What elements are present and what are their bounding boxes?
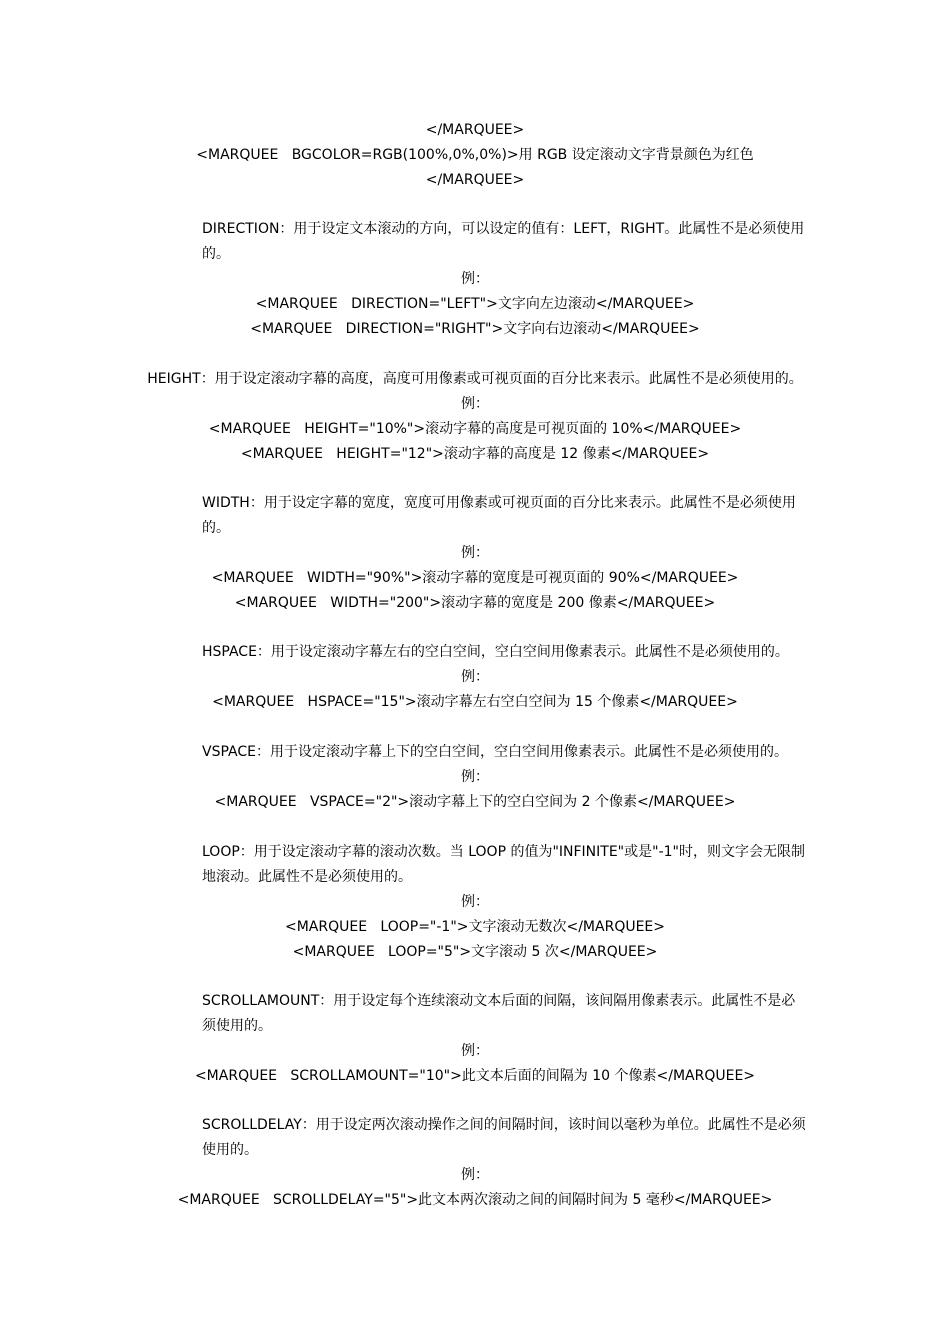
example-label: 例： xyxy=(461,894,489,910)
section-scrolldelay xyxy=(0,1113,950,1213)
example-code: <MARQUEE SCROLLAMOUNT="10">此文本后面的间隔为 10 个像素</MARQUEE> xyxy=(194,1068,756,1084)
section-hspace xyxy=(0,640,950,715)
example-label: 例： xyxy=(461,1043,489,1059)
example-code: <MARQUEE HEIGHT="10%">滚动字幕的高度是可视页面的 10%</MARQUEE> xyxy=(208,421,742,437)
section-loop xyxy=(0,840,950,965)
example-code: <MARQUEE LOOP="-1">文字滚动无数次</MARQUEE> xyxy=(284,919,666,935)
section-height xyxy=(0,367,950,467)
section-description: LOOP：用于设定滚动字幕的滚动次数。当 LOOP 的值为"INFINITE"或是"-1"时，则文字会无限制地滚动。此属性不是必须使用的。 xyxy=(202,844,805,885)
intro-line: </MARQUEE> xyxy=(425,172,525,188)
example-code: <MARQUEE DIRECTION="LEFT">文字向左边滚动</MARQUEE> xyxy=(255,296,695,312)
section-vspace xyxy=(0,740,950,815)
section-description: VSPACE：用于设定滚动字幕上下的空白空间，空白空间用像素表示。此属性不是必须使用的。 xyxy=(202,744,788,760)
example-label: 例： xyxy=(461,769,489,785)
section-description: WIDTH：用于设定字幕的宽度，宽度可用像素或可视页面的百分比来表示。此属性不是必须使用的。 xyxy=(202,495,796,536)
example-label: 例： xyxy=(461,545,489,561)
section-scrollamount xyxy=(0,989,950,1089)
example-label: 例： xyxy=(461,396,489,412)
example-code: <MARQUEE LOOP="5">文字滚动 5 次</MARQUEE> xyxy=(292,944,658,960)
example-code: <MARQUEE DIRECTION="RIGHT">文字向右边滚动</MARQUEE> xyxy=(250,321,700,337)
section-description: SCROLLDELAY：用于设定两次滚动操作之间的间隔时间，该时间以毫秒为单位。此属性不是必须使用的。 xyxy=(202,1117,806,1158)
example-code: <MARQUEE HSPACE="15">滚动字幕左右空白空间为 15 个像素</MARQUEE> xyxy=(212,694,738,710)
intro-line: <MARQUEE BGCOLOR=RGB(100%,0%,0%)>用 RGB 设定滚动文字背景颜色为红色 xyxy=(196,147,754,163)
section-width xyxy=(0,491,950,616)
example-code: <MARQUEE HEIGHT="12">滚动字幕的高度是 12 像素</MARQUEE> xyxy=(240,446,710,462)
section-description: HSPACE：用于设定滚动字幕左右的空白空间，空白空间用像素表示。此属性不是必须使用的。 xyxy=(202,644,789,660)
example-code: <MARQUEE VSPACE="2">滚动字幕上下的空白空间为 2 个像素</MARQUEE> xyxy=(214,794,736,810)
section-description: DIRECTION：用于设定文本滚动的方向，可以设定的值有：LEFT，RIGHT。此属性不是必须使用的。 xyxy=(202,221,805,262)
example-code: <MARQUEE WIDTH="200">滚动字幕的宽度是 200 像素</MARQUEE> xyxy=(234,595,716,611)
section-direction xyxy=(0,217,950,342)
intro-block xyxy=(0,118,950,193)
example-label: 例： xyxy=(461,271,489,287)
example-code: <MARQUEE SCROLLDELAY="5">此文本两次滚动之间的间隔时间为 5 毫秒</MARQUEE> xyxy=(177,1192,773,1208)
example-code: <MARQUEE WIDTH="90%">滚动字幕的宽度是可视页面的 90%</MARQUEE> xyxy=(211,570,739,586)
example-label: 例： xyxy=(461,1167,489,1183)
intro-line: </MARQUEE> xyxy=(425,122,525,138)
section-description: SCROLLAMOUNT：用于设定每个连续滚动文本后面的间隔，该间隔用像素表示。此属性不是必须使用的。 xyxy=(202,993,796,1034)
section-description: HEIGHT：用于设定滚动字幕的高度，高度可用像素或可视页面的百分比来表示。此属性不是必须使用的。 xyxy=(147,371,803,387)
example-label: 例： xyxy=(461,669,489,685)
